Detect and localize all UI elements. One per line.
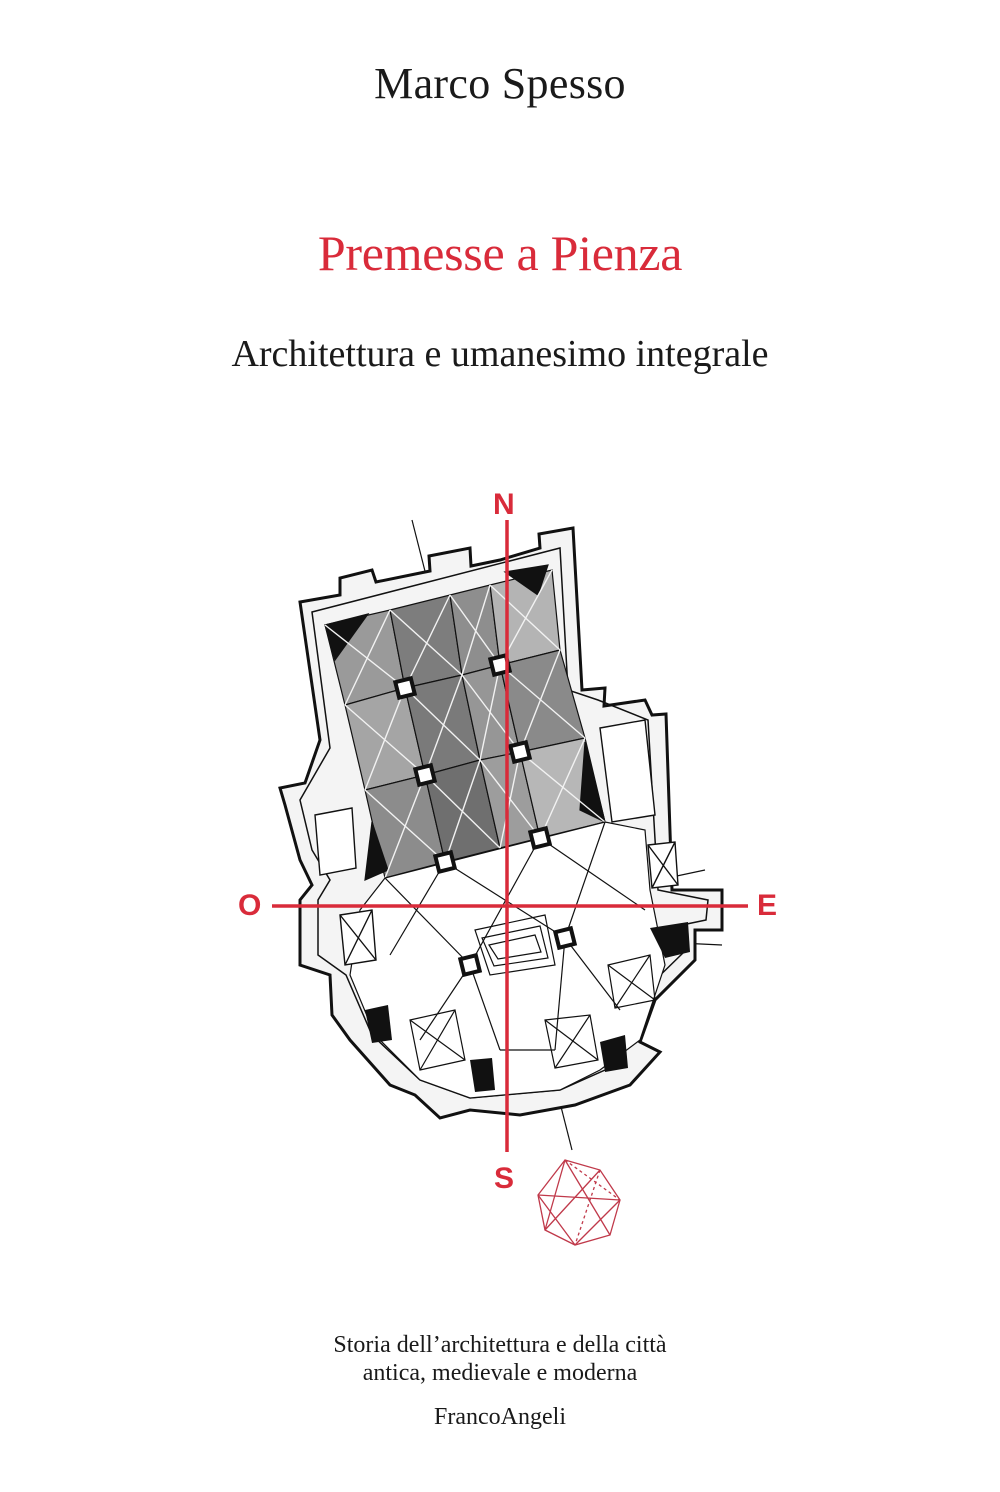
book-subtitle: Architettura e umanesimo integrale [231, 333, 769, 375]
icosahedron-drawing [538, 1160, 620, 1245]
series-title-line-2: antica, medievale e moderna [362, 1360, 638, 1386]
compass-north-label: N [493, 488, 515, 521]
compass-east-label: E [757, 889, 778, 922]
compass-west-label: O [238, 889, 262, 922]
book-title: Premesse a Pienza [317, 225, 683, 281]
series-title-line-1: Storia dell’architettura e della città [333, 1332, 667, 1358]
compass-south-label: S [494, 1162, 515, 1195]
author-name: Marco Spesso [374, 59, 626, 108]
publisher-name: FrancoAngeli [434, 1404, 566, 1430]
